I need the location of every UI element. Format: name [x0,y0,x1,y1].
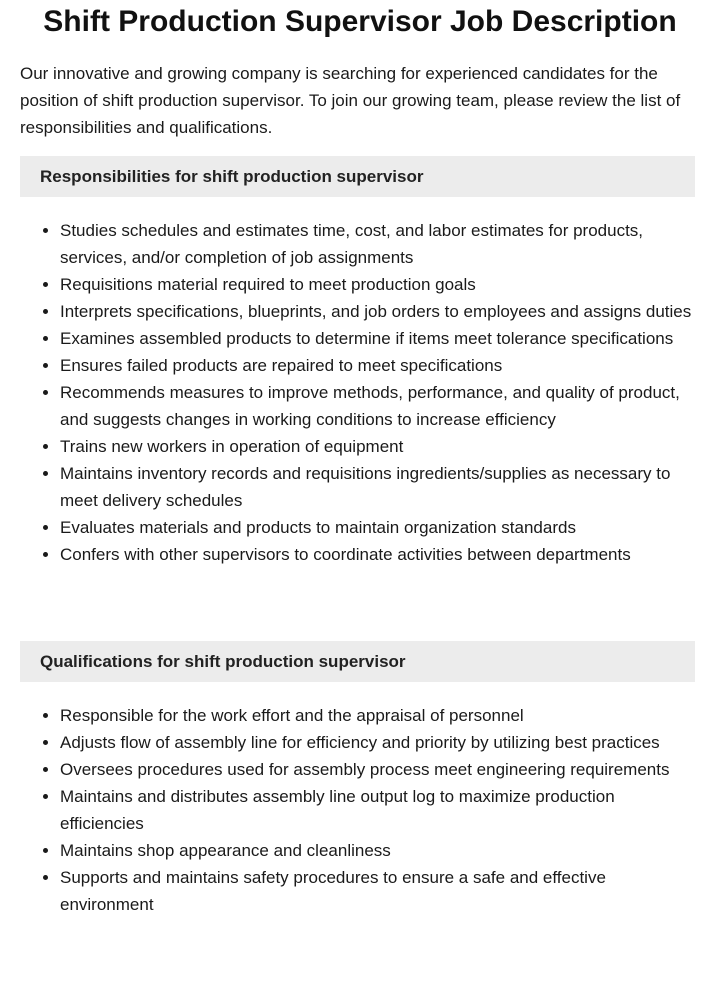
list-item: • Responsible for the work effort and the appraisal of personnel [60,702,700,729]
list-item: • Supports and maintains safety procedures to ensure a safe and effective environment [60,864,700,918]
list-item: • Oversees procedures used for assembly process meet engineering requirements [60,756,700,783]
list-item: • Studies schedules and estimates time, cost, and labor estimates for products, services, and/or completion of job assignments [60,217,700,271]
list-item: • Adjusts flow of assembly line for efficiency and priority by utilizing best practices [60,729,700,756]
list-item: • Trains new workers in operation of equipment [60,433,700,460]
list-item: • Recommends measures to improve methods, performance, and quality of product, and suggests changes in working conditions to increase efficiency [60,379,700,433]
list-item: • Evaluates materials and products to maintain organization standards [60,514,700,541]
list-item: • Confers with other supervisors to coordinate activities between departments [60,541,700,568]
list-item: • Examines assembled products to determine if items meet tolerance specifications [60,325,700,352]
list-item: • Maintains and distributes assembly line output log to maximize production efficiencies [60,783,700,837]
responsibilities-heading: Responsibilities for shift production supervisor [20,156,695,197]
list-item: • Maintains inventory records and requisitions ingredients/supplies as necessary to meet delivery schedules [60,460,700,514]
page-title: Shift Production Supervisor Job Description [43,5,677,38]
intro-paragraph: Our innovative and growing company is searching for experienced candidates for the position of shift production supervisor. To join our growing team, please review the list of responsibilities and qualifications. [20,64,681,137]
qualifications-list [20,702,700,918]
list-item: • Maintains shop appearance and cleanliness [60,837,700,864]
list-item: • Ensures failed products are repaired to meet specifications [60,352,700,379]
responsibilities-list [20,217,700,568]
qualifications-heading: Qualifications for shift production supervisor [20,641,695,682]
list-item: • Requisitions material required to meet production goals [60,271,700,298]
list-item: • Interprets specifications, blueprints, and job orders to employees and assigns duties [60,298,700,325]
